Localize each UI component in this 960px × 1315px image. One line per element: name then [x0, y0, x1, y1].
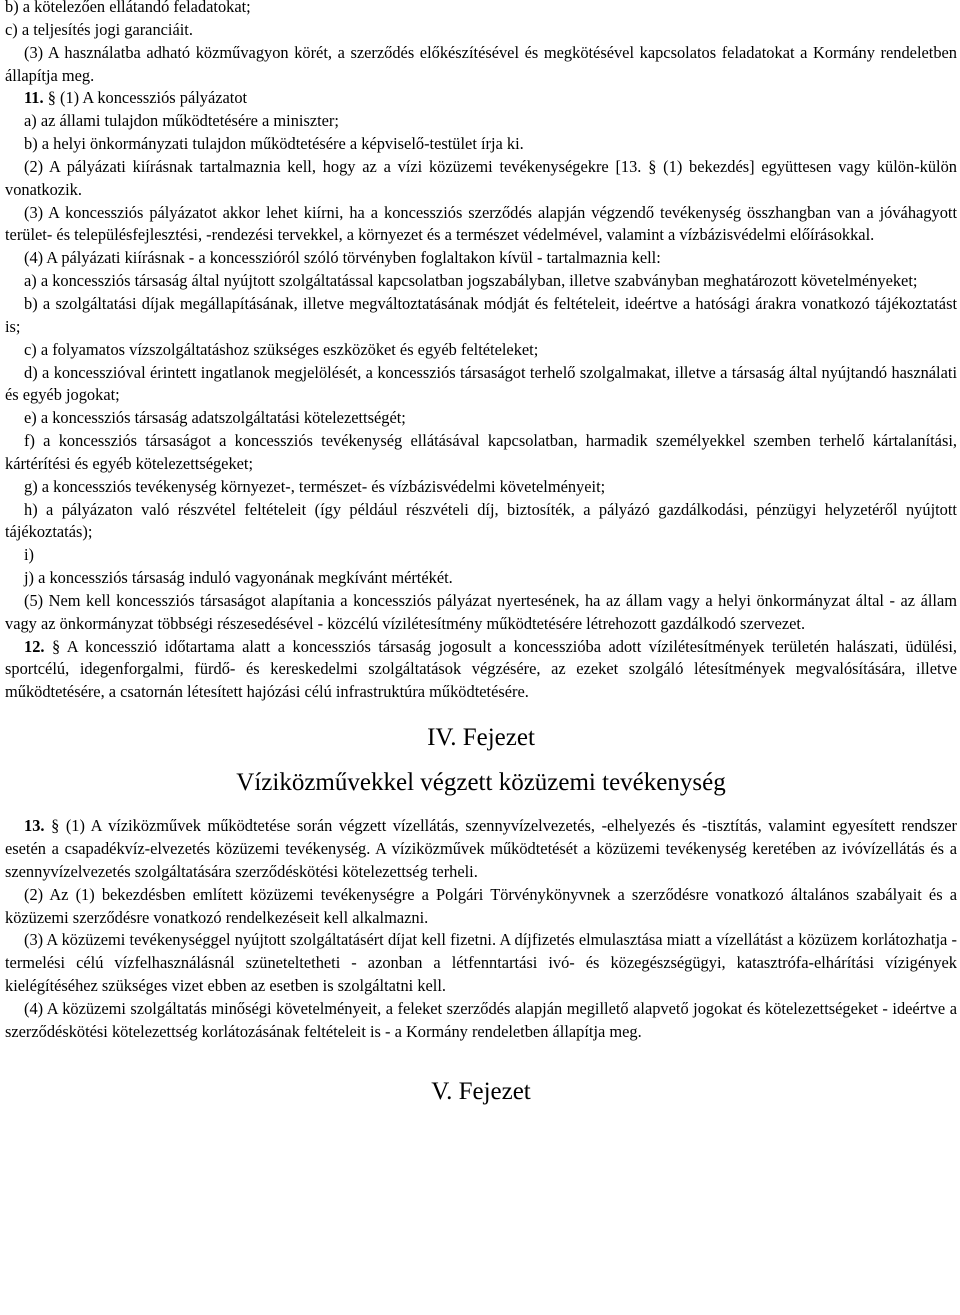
paragraph: (3) A használatba adható közművagyon körét, a szerződés előkészítésével és megkötésével kapcsolatos feladatokat a Kormány rendeletben állapítja meg.: [5, 42, 957, 85]
section-number: 12.: [24, 636, 45, 656]
paragraph: b) a helyi önkormányzati tulajdon működtetésére a képviselő-testület írja ki.: [24, 134, 524, 154]
list-item: f) a koncessziós társaságot a koncessziós tevékenység ellátásával kapcsolatban, harmadik személyekkel szemben terhelő kártalanítási, kártérítési és egyéb kötelezettségeket;: [5, 431, 957, 473]
paragraph: a) az állami tulajdon működtetésére a miniszter;: [24, 111, 339, 131]
chapter-title: Víziközművekkel végzett közüzemi tevékenység: [236, 769, 726, 797]
paragraph: (2) A pályázati kiírásnak tartalmaznia kell, hogy az a vízi közüzemi tevékenységekre [13. § (1) bekezdés] együttesen vagy külön-külön vonatkozik.: [5, 156, 957, 199]
section-sign: §: [51, 636, 61, 656]
list-item: i): [24, 545, 35, 565]
paragraph: (5) Nem kell koncessziós társaságot alapítania a koncessziós pályázat nyertesének, ha az állam vagy a helyi önkormányzat által - az állam vagy az önkormányzat többségi részesedésével - közcélú vízilétesítmény működtetésére létrehozott gazdálkodó szervezet.: [5, 590, 957, 633]
list-item: h) a pályázaton való részvétel feltételeit (így például részvételi díj, biztosíték, a pályázó gazdálkodási, pénzügyi helyzetéről nyújtott tájékoztatás);: [5, 499, 957, 542]
section-12-paragraph: 12. § A koncesszió időtartama alatt a koncessziós társaság jogosult a koncesszióba adott vízilétesítmények területén halászati, üdülési, sportcélú, idegenforgalmi, fürdő- és kereskedelmi szolgáltatások végzésére, az ezeket szolgáló létesítmények megvalósítására, illetve működtetésére, a csatornán létesített hajózási célú infrastruktúra működtetésére.: [5, 636, 957, 702]
list-item: j) a koncessziós társaság induló vagyonának megkívánt mértékét.: [24, 568, 453, 588]
section-11-paragraph: 11. § (1) A koncessziós pályázatot: [24, 88, 248, 108]
list-item: g) a koncessziós tevékenység környezet-, természet- és vízbázisvédelmi követelményeit;: [24, 476, 606, 496]
list-item: e) a koncessziós társaság adatszolgáltatási kötelezettségét;: [24, 408, 406, 428]
paragraph: (3) A koncessziós pályázatot akkor lehet kiírni, ha a koncessziós szerződés alapján végzendő tevékenység összhangban van a jóváhagyott terület- és településfejlesztési, -rendezési tervekkel, a környezet és a természet védelmével, valamint a vízbázisvédelmi előírásokkal.: [5, 202, 957, 245]
section-number: 13.: [24, 816, 45, 836]
list-item: b) a szolgáltatási díjak megállapításának, illetve megváltoztatásának módját és feltételeit, ideértve a hatósági árakra vonatkozó tájékoztatást is;: [5, 293, 957, 336]
chapter-heading: IV. Fejezet: [427, 724, 535, 752]
paragraph: (3) A közüzemi tevékenységgel nyújtott szolgáltatásért díjat kell fizetni. A díjfizetés elmulasztása miatt a vízellátást a közüzem korlátozhatja - termelési célú vízfelhasználásnál szüneteltetheti - azonban a létfenntartási ivó- és közegészségügyi, katasztrófa-elhárítási vízigények kielégítéséhez szükséges vizet ebben az esetben is szolgáltatni kell.: [5, 930, 957, 996]
paragraph: (2) Az (1) bekezdésben említett közüzemi tevékenységre a Polgári Törvénykönyvnek a szerződésre vonatkozó általános szabályait és a közüzemi szerződésre vonatkozó rendelkezéseit kell alkalmazni.: [5, 884, 957, 927]
list-item: a) a koncessziós társaság által nyújtott szolgáltatással kapcsolatban jogszabályban, illetve szabványban meghatározott követelményeket;: [24, 271, 918, 291]
section-number: 11.: [24, 88, 44, 108]
section-sign: §: [51, 816, 60, 836]
section-13-paragraph: 13. § (1) A víziközművek működtetése során végzett vízellátás, szennyvízelvezetés, -elhelyezés és -tisztítás, valamint egyesített rendszer esetén a csapadékvíz-elvezetés közüzemi tevékenység. A víziközművek működtetését a közüzemi tevékenység keretében az ivóvízellátás és a szennyvízelvezetés szolgáltatására szerződéskötési kötelezettség terheli.: [5, 816, 957, 881]
document-page: [5, 0, 957, 1107]
section-sign: §: [648, 156, 657, 176]
paragraph: (4) A közüzemi szolgáltatás minőségi követelményeit, a feleket szerződés alapján megillető alapvető jogokat és kötelezettségeket - ideértve a szerződéskötési kötelezettség korlátozásának feltételeit is - a Kormány rendeletben állapítja meg.: [5, 998, 957, 1041]
chapter-heading: V. Fejezet: [431, 1077, 531, 1105]
list-item: c) a folyamatos vízszolgáltatáshoz szükséges eszközöket és egyéb feltételeket;: [24, 339, 539, 359]
paragraph: c) a teljesítés jogi garanciáit.: [5, 19, 193, 39]
section-sign: §: [47, 88, 56, 108]
list-item: d) a koncesszióval érintett ingatlanok megjelölését, a koncessziós társaságot terhelő szolgalmakat, illetve a társaság által nyújtandó használati és egyéb jogokat;: [5, 362, 957, 405]
paragraph: b) a kötelezően ellátandó feladatokat;: [5, 0, 251, 16]
paragraph: (4) A pályázati kiírásnak - a koncesszióról szóló törvényben foglaltakon kívül - tartalmaznia kell:: [24, 248, 661, 268]
